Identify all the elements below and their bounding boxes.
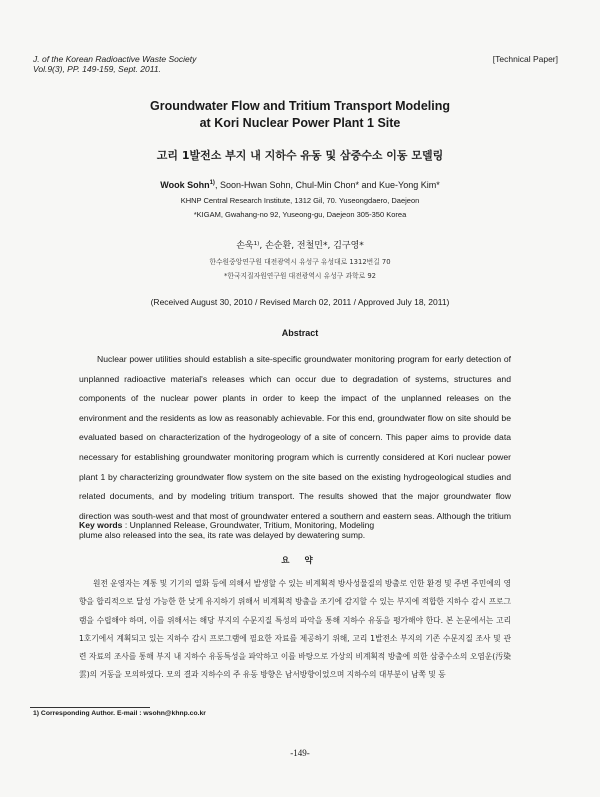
korean-affiliation-1: 한수원중앙연구원 대전광역시 유성구 유성대로 1312번길 70 [209,258,391,266]
journal-name: J. of the Korean Radioactive Waste Society [33,54,197,64]
korean-author-list: 손욱¹⁾, 손순환, 전철민*, 김구영* [236,241,364,251]
affiliation-2: *KIGAM, Gwahang-no 92, Yuseong-gu, Daejeon 305-350 Korea [193,210,407,219]
korean-title: 고리 1발전소 부지 내 지하수 유동 및 삼중수소 이동 모델링 [156,149,444,162]
co-authors: , Soon-Hwan Sohn, Chul-Min Chon* and Kue-Yong Kim* [214,180,440,190]
korean-abstract-text: 원전 운영자는 계통 및 기기의 열화 등에 의해서 발생할 수 있는 비계획적 방사성물질의 방출로 인한 환경 및 주변 주민에의 영향을 합리적으로 달성 가능한 한 낮게 유지하기 위해서 비계획적 방출을 조기에 감지할 수 있는 부지에 적합한 지하수 감시 프로그램을 수립해야 하며, 이를 위해서는 해당 부지의 수문지질 특성의 파악을 통해 지하수 유동을 평가해야 한다. 본 논문에서는 고리 1호기에서 계획되고 있는 지하수 감시 프로그램에 필요한 자료를 제공하기 위해, 고리 1발전소 부지의 기존 수문지질 조사 및 관련 자료의 조사를 통해 부지 내 지하수 유동특성을 파악하고 이를 바탕으로 가상의 비계획적 방출에 의한 삼중수소의 오염운(汚染雲)의 거동을 모의하였다. 모의 결과 지하수의 주 유동 방향은 남서방향이었으며 지하수의 대부분이 남쪽 및 동 [79,579,511,680]
paper-type-tag: [Technical Paper] [492,54,558,64]
journal-citation [33,54,196,74]
abstract-heading: Abstract [281,328,319,338]
abstract-text: Nuclear power utilities should establish a site-specific groundwater monitoring program for early detection of unplanned radioactive material's releases which can occur due to degradation of systems, structures and components of the nuclear power plants in order to keep the impact of the unplanned releases on the environment and the residents as low as reasonably achievable. For this end, groundwater flow on site should be evaluated based on characterization of the hydrogeology of a site of concern. This paper aims to provide data necessary for establishing groundwater monitoring program which is currently considered at Kori nuclear power plant 1 by characterizing groundwater flow system on the site based on the existing hydrogeological studies and related documents, and by modeling tritium transport. The results showed that the major groundwater flow direction was south-west and that most of groundwater entered a southern and eastern seas. Although the tritium plume also released into the sea, its rate was delayed by dewatering sump. [79,354,511,541]
footnote-divider [30,707,150,708]
received-dates: (Received August 30, 2010 / Revised March 02, 2011 / Approved July 18, 2011) [150,297,450,307]
paper-title-line2: at Kori Nuclear Power Plant 1 Site [199,116,401,130]
keywords-values: Unplanned Release, Groundwater, Tritium, Monitoring, Modeling [129,520,375,530]
journal-volume: Vol.9(3), PP. 149-159, Sept. 2011. [33,64,161,74]
keywords-label: Key words [79,520,123,530]
author-list [0,180,600,190]
keywords [79,520,374,530]
korean-affiliation-2: *한국지질자원연구원 대전광역시 유성구 과학로 92 [223,272,376,280]
affiliation-1: KHNP Central Research Institute, 1312 Gil, 70. Yuseongdaero, Daejeon [180,196,420,205]
paper-title-line1: Groundwater Flow and Tritium Transport Modeling [149,99,450,113]
first-author: Wook Sohn [160,180,210,190]
korean-abstract-heading: 요 약 [281,556,319,566]
corresponding-author-footnote: 1) Corresponding Author. E-mail : wsohn@khnp.co.kr [33,710,206,717]
keywords-separator: : [122,520,130,530]
first-author-mark: 1) [209,180,215,186]
page-number: -149- [290,748,310,758]
